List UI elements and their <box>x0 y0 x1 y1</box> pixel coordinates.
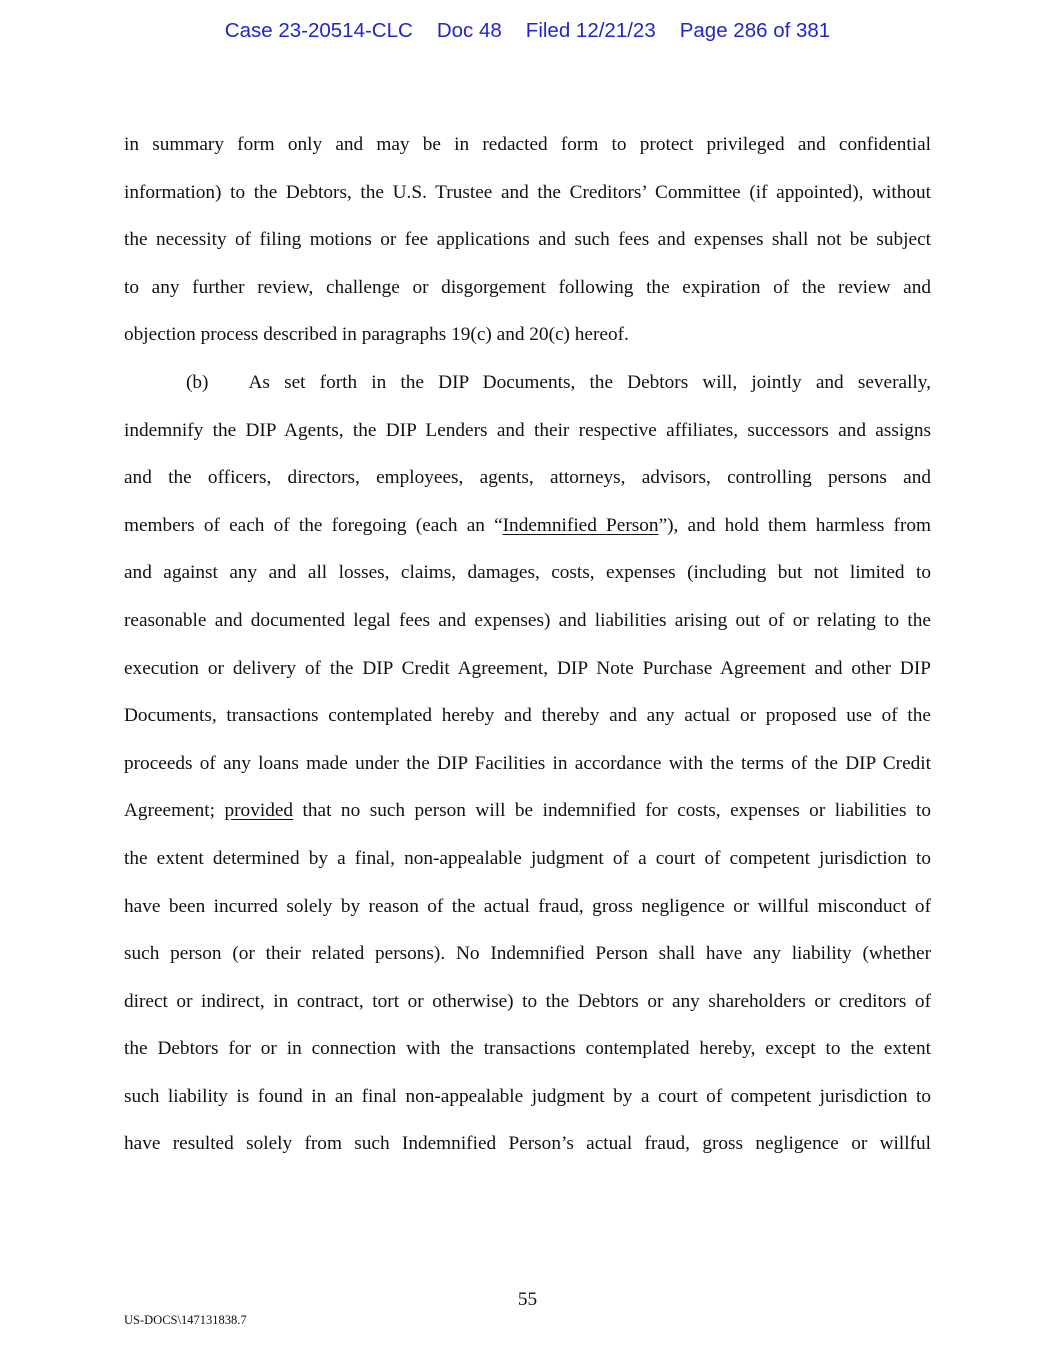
case-number: Case 23-20514-CLC <box>224 19 413 42</box>
paragraph-line: members of each of the foregoing (each an “Indemnified Person”), and hold them harmless from <box>124 514 931 536</box>
paragraph-line: have resulted solely from such Indemnified Person’s actual fraud, gross negligence or willful <box>124 1133 931 1155</box>
paragraph-line: proceeds of any loans made under the DIP Facilities in accordance with the terms of the DIP Credit <box>124 752 931 774</box>
page-count: Page 286 of 381 <box>679 19 831 42</box>
paragraph-line: information) to the Debtors, the U.S. Trustee and the Creditors’ Committee (if appointed), without <box>124 181 931 203</box>
paragraph-marker: (b) <box>186 371 209 393</box>
paragraph-line: direct or indirect, in contract, tort or otherwise) to the Debtors or any shareholders or creditors of <box>124 990 931 1012</box>
paragraph-line: and against any and all losses, claims, damages, costs, expenses (including but not limited to <box>124 562 931 584</box>
paragraph-line: reasonable and documented legal fees and expenses) and liabilities arising out of or relating to the <box>124 609 931 631</box>
paragraph-line: such liability is found in an final non-appealable judgment by a court of competent jurisdiction to <box>124 1085 931 1107</box>
paragraph-line: indemnify the DIP Agents, the DIP Lenders and their respective affiliates, successors and assigns <box>124 419 931 441</box>
paragraph-line: have been incurred solely by reason of the actual fraud, gross negligence or willful misconduct of <box>124 895 931 917</box>
defined-term-indemnified-person: Indemnified Person <box>502 514 659 536</box>
paragraph-line: the necessity of filing motions or fee applications and such fees and expenses shall not be subject <box>124 229 931 251</box>
paragraph-line: Documents, transactions contemplated hereby and thereby and any actual or proposed use of the <box>124 705 931 727</box>
document-id: US-DOCS\147131838.7 <box>124 1313 247 1327</box>
paragraph-line: execution or delivery of the DIP Credit Agreement, DIP Note Purchase Agreement and other DIP <box>124 657 931 679</box>
term-provided: provided <box>224 800 294 822</box>
paragraph-line: the Debtors for or in connection with the transactions contemplated hereby, except to the extent <box>124 1038 931 1060</box>
paragraph-line: such person (or their related persons). No Indemnified Person shall have any liability (whether <box>124 943 931 965</box>
case-header <box>0 19 1055 43</box>
paragraph-line: in summary form only and may be in redacted form to protect privileged and confidential <box>124 134 931 155</box>
paragraph-line: objection process described in paragraphs 19(c) and 20(c) hereof. <box>124 324 629 346</box>
paragraph-b-first-line: (b) As set forth in the DIP Documents, the Debtors will, jointly and severally, <box>186 371 931 393</box>
paragraph-line: to any further review, challenge or disgorgement following the expiration of the review and <box>124 276 931 298</box>
doc-number: Doc 48 <box>436 19 502 42</box>
paragraph-line: and the officers, directors, employees, agents, attorneys, advisors, controlling persons and <box>124 467 931 489</box>
paragraph-line: Agreement; provided that no such person will be indemnified for costs, expenses or liabilities to <box>124 800 931 822</box>
page-number: 55 <box>517 1289 538 1310</box>
document-body <box>124 121 931 1168</box>
filed-date: Filed 12/21/23 <box>525 19 656 42</box>
paragraph-line: the extent determined by a final, non-appealable judgment of a court of competent jurisdiction to <box>124 847 931 869</box>
